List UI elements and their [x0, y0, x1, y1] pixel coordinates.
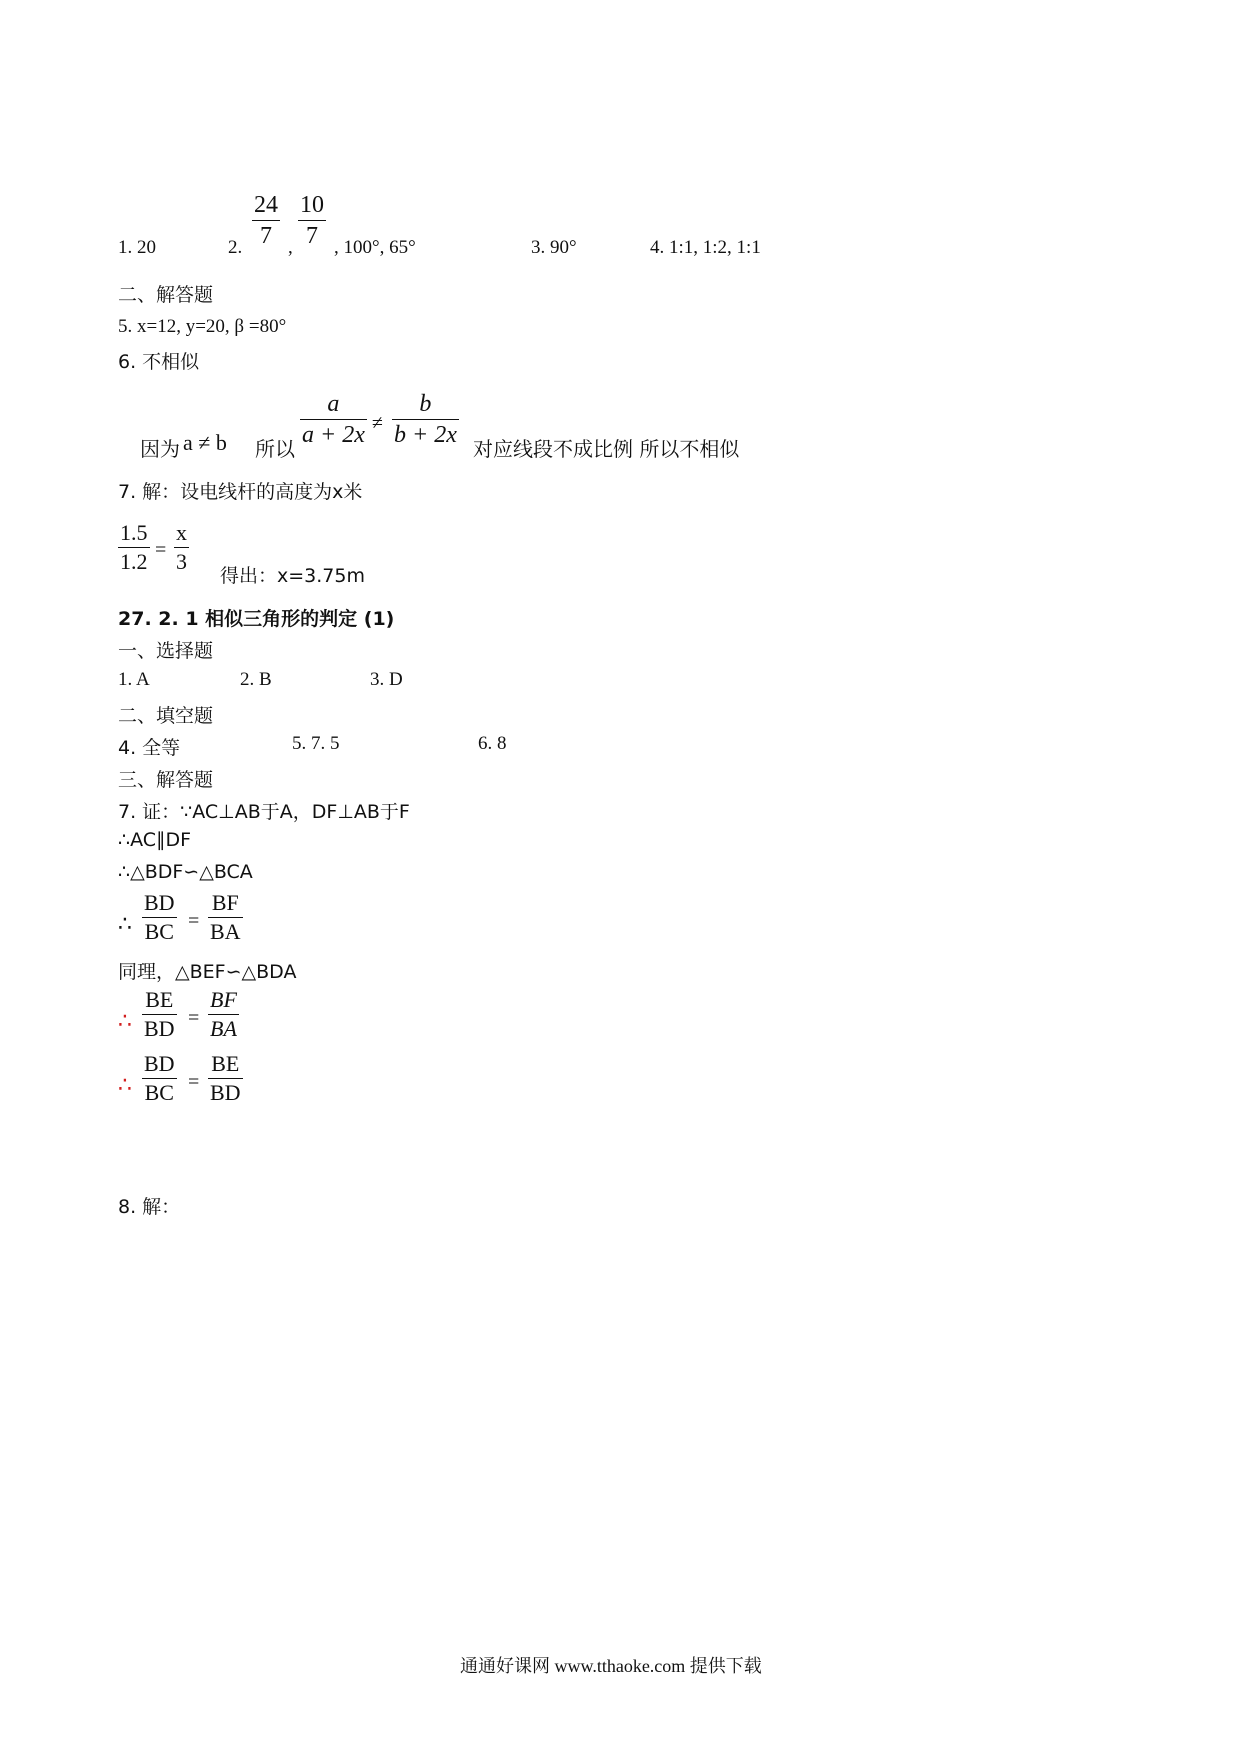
fraction-denominator: BD: [144, 1016, 175, 1041]
fill-4: 4. 全等: [118, 737, 181, 759]
heading-solve-2: 三、解答题: [118, 769, 214, 791]
fraction-denominator: 7: [260, 223, 272, 249]
fraction-numerator: a: [327, 391, 340, 417]
choice-2: 2. B: [240, 669, 272, 690]
fraction-bar: [252, 220, 280, 221]
fraction-numerator: BE: [145, 987, 174, 1012]
answer-1: 1. 20: [118, 237, 156, 258]
comma: ,: [288, 237, 293, 258]
therefore-symbol: ∴: [118, 1009, 132, 1034]
eq2-fraction-left: [142, 989, 177, 1040]
eq1-fraction-left: [142, 892, 177, 943]
section-title: 27. 2. 1 相似三角形的判定 (1): [118, 608, 395, 630]
fraction-numerator: BE: [211, 1051, 240, 1076]
fraction-numerator: BF: [210, 987, 237, 1012]
eq3-fraction-left: [142, 1053, 177, 1104]
choice-1: 1. A: [118, 669, 150, 690]
q6-fraction-right: [392, 392, 459, 447]
eq1-fraction-right: [208, 892, 243, 943]
choice-3: 3. D: [370, 669, 403, 690]
eq3-fraction-right: [208, 1053, 243, 1104]
equals-sign: =: [188, 910, 200, 932]
fraction-bar: [118, 547, 150, 548]
eq2-fraction-right: [208, 989, 239, 1040]
fraction-denominator: BA: [210, 919, 241, 944]
fraction-bar: [208, 917, 243, 918]
therefore-symbol: ∴: [118, 1073, 132, 1098]
fraction-bar: [208, 1014, 239, 1015]
q6-so: 所以: [255, 437, 295, 461]
fraction-bar: [142, 1014, 177, 1015]
heading-solve-1: 二、解答题: [118, 284, 214, 306]
fraction-bar: [142, 917, 177, 918]
fraction-denominator: b + 2x: [394, 422, 457, 448]
q6-conclusion: 对应线段不成比例 所以不相似: [473, 437, 740, 461]
heading-fill: 二、填空题: [118, 705, 214, 727]
fraction-bar: [298, 220, 326, 221]
q7-fraction-left: [118, 522, 150, 573]
heading-choice: 一、选择题: [118, 640, 214, 662]
fraction-denominator: BD: [210, 1080, 241, 1105]
answer-5: 5. x=12, y=20, β =80°: [118, 316, 287, 337]
q7-fraction-right: [174, 522, 189, 573]
equals-sign: =: [188, 1007, 200, 1029]
proof-line-3: ∴△BDF∽△BCA: [118, 861, 253, 883]
fill-6: 6. 8: [478, 733, 507, 754]
fraction-bar: [208, 1078, 243, 1079]
proof-line-2: ∴AC∥DF: [118, 829, 192, 851]
fraction-bar: [142, 1078, 177, 1079]
answer-2-fraction-1: [252, 193, 280, 248]
fraction-numerator: b: [419, 391, 432, 417]
fraction-numerator: 1.5: [120, 520, 148, 545]
proof-line-1: 7. 证：∵AC⊥AB于A，DF⊥AB于F: [118, 801, 410, 823]
fraction-denominator: BC: [144, 919, 174, 944]
answer-2-rest: , 100°, 65°: [334, 237, 416, 258]
answer-6: 6. 不相似: [118, 351, 200, 373]
footer-text: 通通好课网 www.tthaoke.com 提供下载: [460, 1656, 762, 1676]
answer-3: 3. 90°: [531, 237, 577, 258]
fraction-denominator: 1.2: [120, 549, 148, 574]
fill-5: 5. 7. 5: [292, 733, 340, 754]
fraction-bar: [174, 547, 189, 548]
fraction-numerator: 10: [300, 192, 324, 218]
fraction-numerator: BD: [144, 1051, 175, 1076]
answer-2-fraction-2: [298, 193, 326, 248]
fraction-denominator: BA: [210, 1016, 237, 1041]
q6-a-neq-b: a ≠ b: [183, 430, 227, 455]
answer-8: 8. 解：: [118, 1196, 181, 1218]
fraction-bar: [300, 419, 367, 420]
fraction-numerator: BD: [144, 890, 175, 915]
q6-fraction-left: [300, 392, 367, 447]
therefore-symbol: ∴: [118, 912, 132, 937]
fraction-denominator: 3: [176, 549, 187, 574]
fraction-denominator: 7: [306, 223, 318, 249]
q6-because: 因为: [140, 437, 180, 461]
q6-not-equal: ≠: [372, 412, 383, 434]
fraction-denominator: a + 2x: [302, 422, 365, 448]
answer-7: 7. 解：设电线杆的高度为x米: [118, 481, 363, 503]
fraction-numerator: 24: [254, 192, 278, 218]
answer-4: 4. 1:1, 1:2, 1:1: [650, 237, 761, 258]
equals-sign: =: [188, 1071, 200, 1093]
answer-2-prefix: 2.: [228, 237, 243, 258]
q7-equals: =: [155, 539, 167, 561]
fraction-numerator: x: [176, 520, 187, 545]
q7-result: 得出：x=3.75m: [220, 565, 365, 587]
fraction-bar: [392, 419, 459, 420]
fraction-denominator: BC: [144, 1080, 174, 1105]
fraction-numerator: BF: [211, 890, 239, 915]
proof-line-4: 同理，△BEF∽△BDA: [118, 961, 297, 983]
